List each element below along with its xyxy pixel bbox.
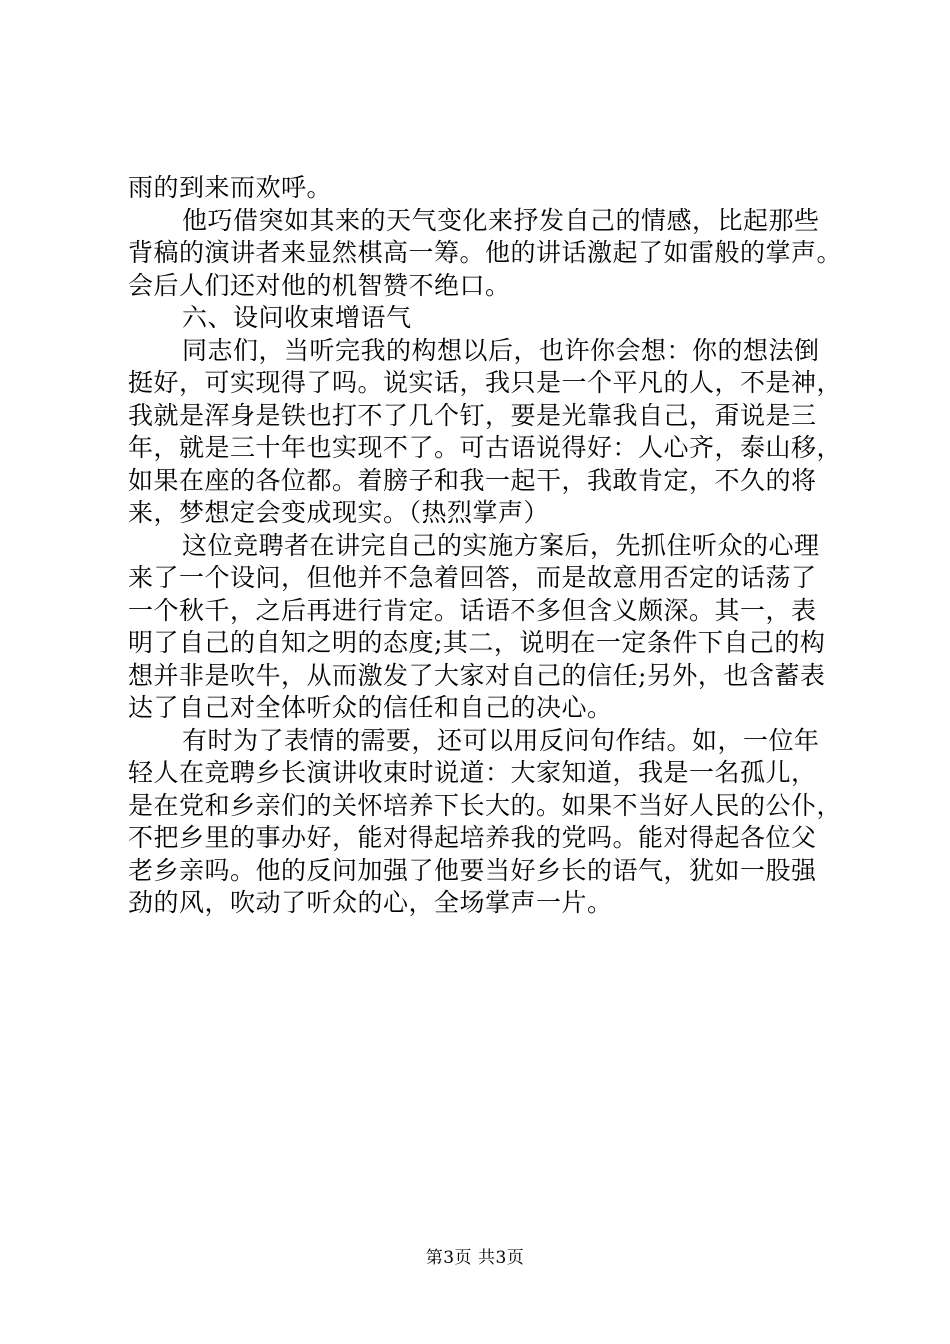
text-line: 达了自己对全体听众的信任和自己的决心。 <box>128 693 613 722</box>
text-line: 劲的风，吹动了听众的心，全场掌声一片。 <box>128 888 613 917</box>
text-line: 挺好，可实现得了吗。说实话，我只是一个平凡的人，不是神， <box>128 368 843 397</box>
text-line: 轻人在竞聘乡长演讲收束时说道：大家知道，我是一名孤儿， <box>128 758 817 787</box>
text-line: 老乡亲吗。他的反问加强了他要当好乡长的语气，犹如一股强 <box>128 855 817 885</box>
text-line: 想并非是吹牛，从而激发了大家对自己的信任;另外，也含蓄表 <box>128 660 826 690</box>
text-line: 会后人们还对他的机智赞不绝口。 <box>128 270 511 300</box>
text-line: 他巧借突如其来的天气变化来抒发自己的情感，比起那些 <box>182 205 820 235</box>
text-line: 雨的到来而欢呼。 <box>128 173 333 202</box>
text-line: 如果在座的各位都。着膀子和我一起干，我敢肯定，不久的将 <box>128 465 817 495</box>
text-line: 这位竞聘者在讲完自己的实施方案后，先抓住听众的心理 <box>182 530 820 560</box>
text-line: 来了一个设问，但他并不急着回答，而是故意用否定的话荡了 <box>128 563 817 592</box>
text-line: 背稿的演讲者来显然棋高一筹。他的讲话激起了如雷般的掌声。 <box>128 238 843 267</box>
text-line: 一个秋千，之后再进行肯定。话语不多但含义颇深。其一，表 <box>128 595 817 625</box>
document-body <box>128 172 843 920</box>
text-line: 来，梦想定会变成现实。（热烈掌声） <box>128 498 550 527</box>
page-number-footer: 第3页 共3页 <box>425 1248 525 1268</box>
text-line: 我就是浑身是铁也打不了几个钉，要是光靠我自己，甭说是三 <box>128 400 817 430</box>
text-line: 有时为了表情的需要，还可以用反问句作结。如，一位年 <box>182 725 820 755</box>
text-line: 年，就是三十年也实现不了。可古语说得好：人心齐，泰山移， <box>128 433 843 462</box>
text-line: 同志们，当听完我的构想以后，也许你会想：你的想法倒 <box>182 335 820 365</box>
text-line: 是在党和乡亲们的关怀培养下长大的。如果不当好人民的公仆， <box>128 790 843 820</box>
text-line: 明了自己的自知之明的态度;其二，说明在一定条件下自己的构 <box>128 628 826 657</box>
section-heading: 六、设问收束增语气 <box>182 303 412 332</box>
text-line: 不把乡里的事办好，能对得起培养我的党吗。能对得起各位父 <box>128 823 817 852</box>
